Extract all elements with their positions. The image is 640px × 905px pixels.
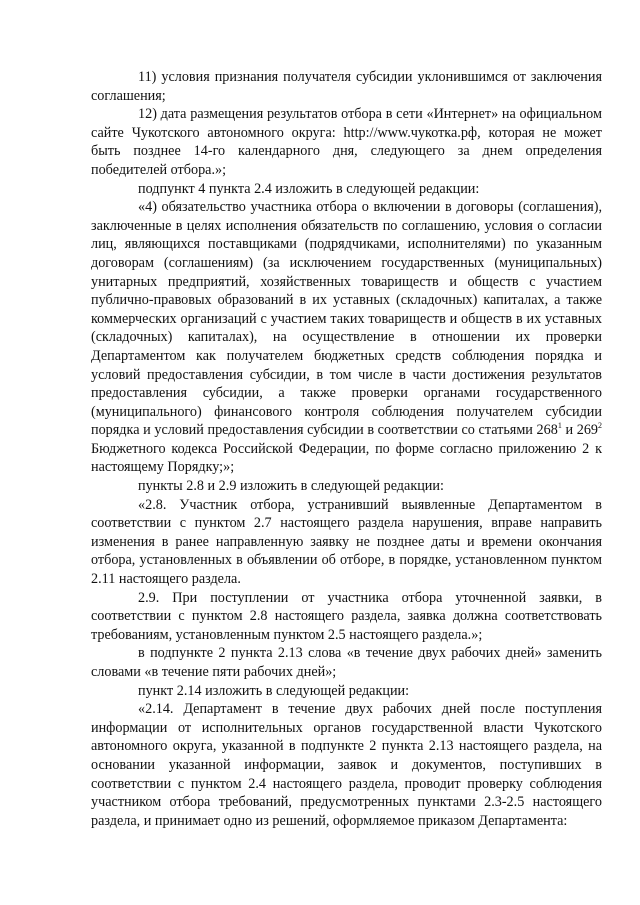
article-superscript-1: 1 (557, 421, 562, 431)
paragraph-subitem-4-tail: Бюджетного кодекса Российской Федерации, по форме согласно приложению 2 к настоящему Порядку;»; (91, 440, 602, 476)
paragraph-subitem-4-mid: и 269 (561, 422, 599, 439)
paragraph-amend-2-4: подпункт 4 пункта 2.4 изложить в следующей редакции: (138, 180, 480, 197)
paragraph-item-2-14: «2.14. Департамент в течение двух рабочих дней после поступления информации от исполнительных органов государственной власти Чукотского автономного округа, указанной в подпункте 2 пункта 2.13 настоящего раздела, на основании указанной информации, заявок и документов, поступивших в соответствии с пунктом 2.4 настоящего раздела, проводит проверку соблюдения участником отбора требований, предусмотренных пунктами 2.3-2.5 настоящего раздела, и принимает одно из решений, оформляемое приказом Департамента: (91, 701, 602, 829)
paragraph-item-11: 11) условия признания получателя субсидии уклонившимся от заключения соглашения; (91, 69, 602, 104)
paragraph-amend-2-8-2-9: пункты 2.8 и 2.9 изложить в следующей редакции: (138, 478, 444, 495)
paragraph-subitem-4 (91, 198, 602, 477)
paragraph-item-12: 12) дата размещения результатов отбора в сети «Интернет» на официальном сайте Чукотского автономного округа: http://www.чукотка.рф, которая не может быть позднее 14-го календарного дня, следующего за днем определения победителей отбора.»; (91, 106, 602, 178)
article-superscript-2: 2 (598, 421, 603, 431)
paragraph-subitem-4-text: «4) обязательство участника отбора о включении в договоры (соглашения), заключенные в целях исполнения обязательств по соглашению, условия о согласии лиц, являющихся поставщиками (подрядчиками, исполнителями) по указанным договорам (соглашениям) (за исключением государственных (муниципальных) унитарных предприятий, хозяйственных товариществ и обществ с участием публично-правовых образований в их уставных (складочных) капиталах, а также коммерческих организаций с участием таких товариществ и обществ в их уставных (складочных) капиталах), на осуществление в отношении их проверки Департаментом как получателем бюджетных средств соблюдения порядка и условий предоставления субсидии, в том числе в части достижения результатов предоставления субсидии, а также проверки органами государственного (муниципального) финансового контроля соблюдения получателем субсидии порядка и условий предоставления субсидии в соответствии со статьями 268 (91, 199, 602, 439)
paragraph-amend-2-14: пункт 2.14 изложить в следующей редакции: (138, 682, 410, 699)
document-page (91, 68, 602, 830)
paragraph-item-2-9: 2.9. При поступлении от участника отбора уточненной заявки, в соответствии с пунктом 2.8 настоящего раздела, заявка должна соответствовать требованиям, установленным пунктом 2.5 настоящего раздела.»; (91, 589, 602, 643)
paragraph-item-2-8: «2.8. Участник отбора, устранивший выявленные Департаментом в соответствии с пунктом 2.7 настоящего раздела нарушения, вправе направить изменения в ранее направленную заявку не позднее даты и времени окончания отбора, установленных в объявлении об отборе, в порядке, установленном пунктом 2.11 настоящего раздела. (91, 496, 602, 588)
paragraph-amend-2-13: в подпункте 2 пункта 2.13 слова «в течение двух рабочих дней» заменить словами «в течение пяти рабочих дней»; (91, 645, 602, 680)
